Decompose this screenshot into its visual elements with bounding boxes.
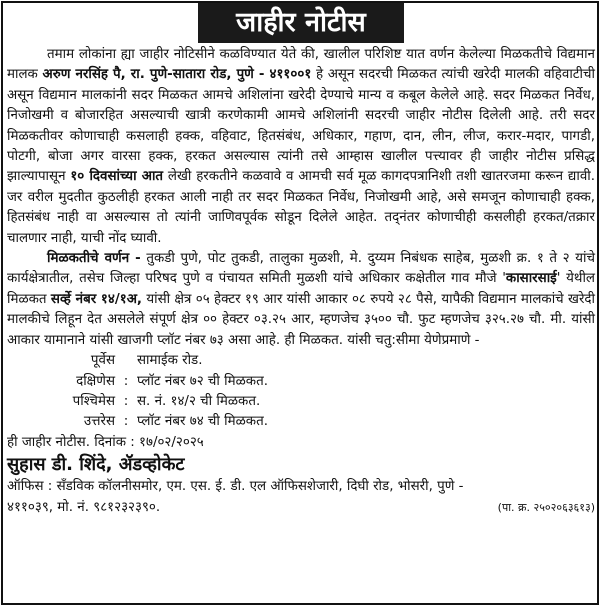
boundary-value: प्लॉट नंबर ७२ ची मिळकत. bbox=[137, 373, 268, 389]
advocate-office: ऑफिस : सॅंडविक कॉलनीसमोर, एम. एस. ई. डी. एल ऑफिसशेजारी, दिघी रोड, भोसरी, पुणे - bbox=[7, 479, 464, 495]
deadline-text: १० दिवसांच्या आत bbox=[70, 169, 164, 185]
boundary-value: स. नं. १४/२ ची मिळकत. bbox=[137, 393, 261, 409]
boundaries-list bbox=[47, 351, 595, 433]
boundary-value: प्लॉट नंबर ७४ ची मिळकत. bbox=[137, 414, 268, 430]
body-text: हे असून सदरची मिळकत त्यांची खरेदी मालकी वहिवाटीची असून विद्यमान मालकांनी सदर मिळकत आमचे अशिलांना खरेदी देण्याचे मान्य व कबूल केलेले आहे. सदर मिळकत निर्वेध, निजोखमी व बोजारहित असल्याची खात्री करणेकामी आमचे अशिलांनी सदरची जाहीर नोटीस दिलेली आहे. तरी सदर मिळकतीवर कोणाचाही कसलाही हक्क, वहिवाट, हितसंबंध, अधिकार, गहाण, दान, लीन, लीज, करार-मदार, पागडी, पोटगी, बोजा अगर वारसा हक्क, हरकत असल्यास त्यांनी तसे आम्हास खालील पत्त्यावर ही जाहीर नोटीस प्रसिद्ध झाल्यापासून bbox=[7, 67, 595, 185]
property-text: ' येथील मिळकत bbox=[7, 271, 595, 307]
boundary-direction: उत्तरेस bbox=[83, 414, 115, 430]
boundary-separator: : bbox=[123, 393, 129, 409]
notice-body bbox=[7, 45, 595, 518]
publication-reference: (पा. क्र. २५०२०६३६१३) bbox=[497, 500, 595, 514]
notice-paragraph-1 bbox=[7, 45, 595, 249]
boundary-separator bbox=[115, 351, 137, 371]
intro-text: तमाम लोकांना ह्या जाहीर नोटिसीने कळविण्यात येते की, खालील परिशिष्ट यात वर्णन केलेल्या मिळकतीचे विद्यमान मालक bbox=[7, 47, 595, 83]
boundary-row bbox=[47, 392, 595, 412]
village-name: कासारसाई bbox=[505, 271, 557, 287]
owner-details: अरुण नरसिंह पै, रा. पुणे-सातारा रोड, पुणे - ४११००१ bbox=[42, 67, 312, 83]
boundary-direction: दक्षिणेस bbox=[76, 373, 115, 389]
boundary-row bbox=[47, 372, 595, 392]
property-text-end: यांसी क्षेत्र ०५ हेक्टर १९ आर यांसी आकार ०८ रुपये २८ पैसे, यापैकी विद्यमान मालकांचे खरेदी मालकीचे लिहून देत असलेले संपूर्ण क्षेत्र ०० हेक्टर ०३.२५ आर, म्हणजेच ३५०० चौ. फुट म्हणजेच ३२५.२७ चौ. मी. यांसी आकार यामानाने यांसी खाजगी प्लॉट नंबर ७३ असा आहे. ही मिळकत. यांसी चतु:सीमा येणेप्रमाणे - bbox=[7, 291, 595, 348]
boundary-direction: पश्चिमेस bbox=[72, 393, 115, 409]
notice-frame bbox=[1, 1, 599, 605]
advocate-name: सुहास डी. शिंदे, ॲडव्होकेट bbox=[7, 454, 185, 476]
boundary-row bbox=[47, 412, 595, 432]
survey-number: सर्व्हे नंबर १४/१अ, bbox=[50, 291, 143, 307]
boundary-direction: पूर्वेस bbox=[90, 353, 115, 369]
notice-title: जाहीर नोटीस bbox=[198, 3, 404, 43]
property-heading: मिळकतीचे वर्णन - bbox=[47, 251, 141, 267]
boundary-value: सामाईक रोड. bbox=[137, 353, 203, 369]
boundary-row bbox=[47, 351, 595, 371]
advocate-pin-mobile: ४११०३९, मो. नं. ९८१२३२३९०. bbox=[7, 499, 161, 515]
boundary-separator: : bbox=[123, 414, 129, 430]
body-text-end: लेखी हरकतीने कळवावे व आमची सर्व मूळ कागदपत्रानिशी तशी खातरजमा करून द्यावी. जर वरील मुदतीत कुठलीही हरकत आली नाही तर सदर मिळकत निर्वेध, निजोखमी आहे, असे समजून कोणाचाही हक्क, हितसंबंध नाही वा असल्यास तो त्यांनी जाणिवपूर्वक सोडून दिलेले आहेत. तद्नंतर कोणाचीही कसलीही हरकत/तक्रार चालणार नाही, याची नोंद घ्यावी. bbox=[7, 169, 595, 246]
boundary-separator: : bbox=[123, 373, 129, 389]
property-text: तुकडी पुणे, पोट तुकडी, तालुका मुळशी, मे. दुय्यम निबंधक साहेब, मुळशी क्र. १ ते २ यांचे कार्यक्षेत्रातील, तसेच जिल्हा परिषद पुणे व पंचायत समिती मुळशी यांचे अधिकार कक्षेतील गाव मौजे ' bbox=[7, 251, 595, 287]
notice-date: ही जाहीर नोटीस. दिनांक : १७/०२/२०२५ bbox=[7, 434, 204, 450]
advocate-contact-row bbox=[7, 498, 595, 518]
notice-paragraph-2 bbox=[7, 249, 595, 351]
